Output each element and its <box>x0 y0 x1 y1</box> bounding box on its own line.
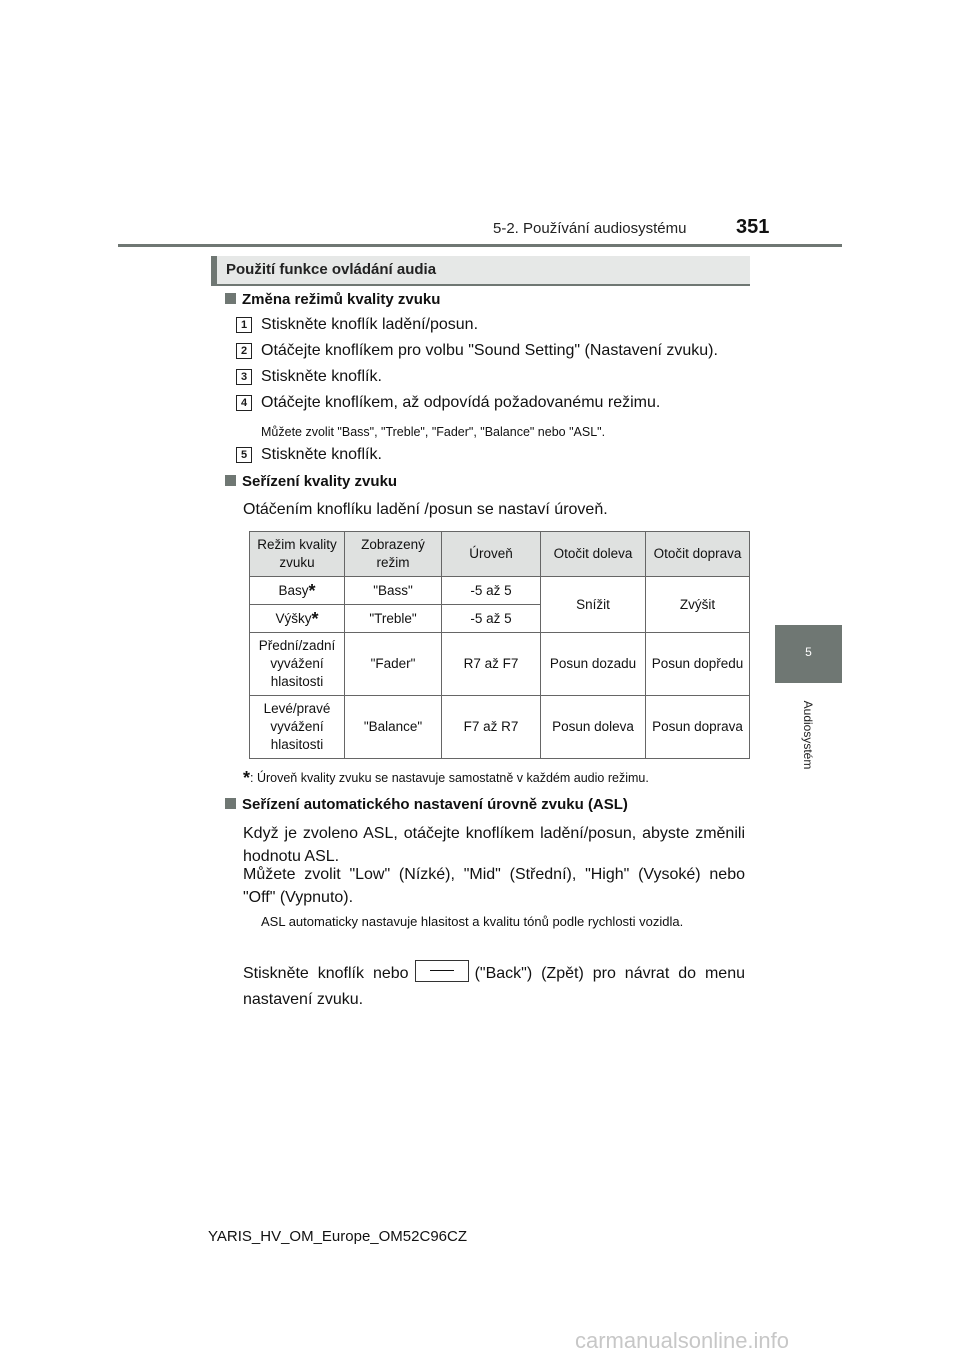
asterisk-mark: * <box>311 608 319 629</box>
table-cell: F7 až R7 <box>442 696 541 759</box>
table-cell: R7 až F7 <box>442 633 541 696</box>
step-text: Stiskněte knoflík. <box>261 446 382 463</box>
watermark: carmanualsonline.info <box>575 1328 790 1353</box>
table-cell: Zvýšit <box>646 577 750 633</box>
table-header: Režim kvality zvuku <box>250 532 345 577</box>
step-text: Stiskněte knoflík. <box>261 368 382 385</box>
body-text: Když je zvoleno ASL, otáčejte knoflíkem ladění/posun, abyste změnili hodnotu ASL. <box>243 825 745 865</box>
table-cell: "Fader" <box>345 633 442 696</box>
step-number: 5 <box>236 447 252 463</box>
table-cell: Snížit <box>541 577 646 633</box>
back-button-icon <box>415 960 469 982</box>
bullet-square-icon <box>225 475 236 486</box>
asl-note: ASL automaticky nastavuje hlasitost a kvalitu tónů podle rychlosti vozidla. <box>261 914 684 929</box>
table-row <box>250 577 750 605</box>
table-cell: -5 až 5 <box>442 605 541 633</box>
step-note: Můžete zvolit "Bass", "Treble", "Fader", "Balance" nebo "ASL". <box>261 425 606 439</box>
bullet-square-icon <box>225 798 236 809</box>
step-text: Otáčejte knoflíkem, až odpovídá požadovanému režimu. <box>261 394 661 411</box>
table-cell: Posun dozadu <box>541 633 646 696</box>
subheading-asl: Seřízení automatického nastavení úrovně zvuku (ASL) <box>225 796 628 813</box>
header-section-title: 5-2. Používání audiosystému <box>493 220 687 237</box>
table-cell: "Balance" <box>345 696 442 759</box>
bullet-square-icon <box>225 293 236 304</box>
table-header: Otočit doleva <box>541 532 646 577</box>
table-cell: Posun dopředu <box>646 633 750 696</box>
table-cell: Přední/zadní vyvážení hlasitosti <box>250 633 345 696</box>
step-number: 2 <box>236 343 252 359</box>
page-number: 351 <box>736 216 770 238</box>
asterisk-mark: * <box>308 580 316 601</box>
sound-quality-table <box>249 531 750 759</box>
document-footer: YARIS_HV_OM_Europe_OM52C96CZ <box>208 1228 467 1245</box>
body-text: Otáčením knoflíku ladění /posun se nastaví úroveň. <box>243 501 608 518</box>
step-number: 4 <box>236 395 252 411</box>
chapter-side-label: Audiosystém <box>801 700 815 770</box>
section-heading-rule <box>211 284 750 286</box>
table-header-row <box>250 532 750 577</box>
table-header: Otočit doprava <box>646 532 750 577</box>
closing-text: Stiskněte knoflík nebo ("Back") (Zpět) pro návrat do menu nastavení zvuku. <box>243 960 745 1013</box>
chapter-tab-number: 5 <box>805 645 812 659</box>
body-text: Můžete zvolit "Low" (Nízké), "Mid" (Střední), "High" (Vysoké) nebo "Off" (Vypnuto). <box>243 866 745 906</box>
subheading-sound-quality: Seřízení kvality zvuku <box>225 473 397 490</box>
step-text: Otáčejte knoflíkem pro volbu "Sound Setting" (Nastavení zvuku). <box>261 342 718 359</box>
table-cell: -5 až 5 <box>442 577 541 605</box>
table-cell: Levé/pravé vyvážení hlasitosti <box>250 696 345 759</box>
table-cell: Posun doprava <box>646 696 750 759</box>
subheading-sound-mode: Změna režimů kvality zvuku <box>225 291 440 308</box>
section-heading: Použití funkce ovládání audia <box>226 261 437 278</box>
table-header: Úroveň <box>442 532 541 577</box>
step-number: 3 <box>236 369 252 385</box>
table-row <box>250 633 750 696</box>
table-header: Zobrazený režim <box>345 532 442 577</box>
table-row <box>250 696 750 759</box>
table-footnote: *: Úroveň kvality zvuku se nastavuje samostatně v každém audio režimu. <box>243 768 649 788</box>
table-cell: Výšky* <box>250 605 345 633</box>
table-cell: Basy* <box>250 577 345 605</box>
table-cell: "Bass" <box>345 577 442 605</box>
table-cell: Posun doleva <box>541 696 646 759</box>
table-cell: "Treble" <box>345 605 442 633</box>
step-number: 1 <box>236 317 252 333</box>
step-text: Stiskněte knoflík ladění/posun. <box>261 316 479 333</box>
header-rule <box>118 244 842 247</box>
